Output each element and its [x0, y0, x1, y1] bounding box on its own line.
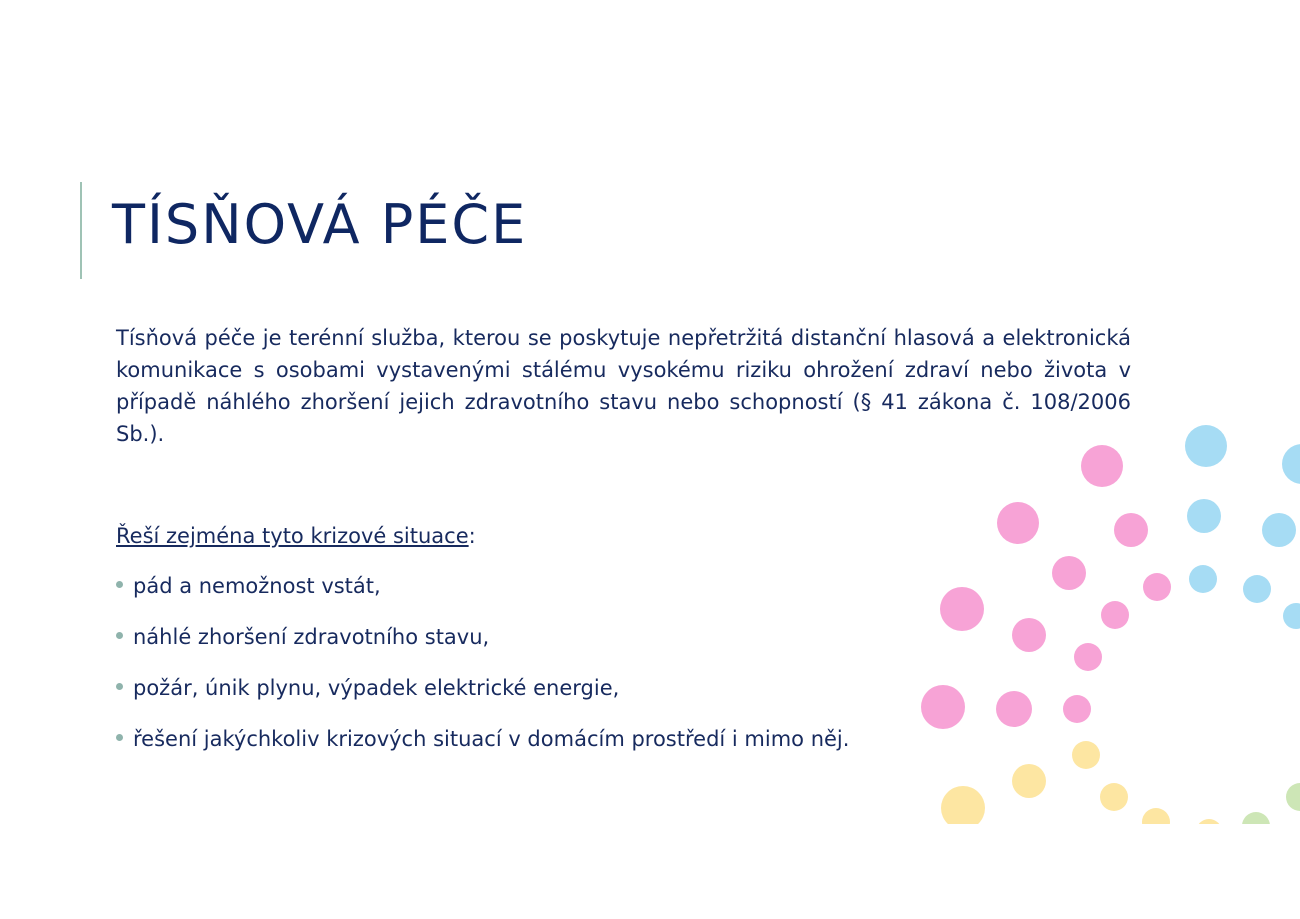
- blue-dot: [1187, 499, 1221, 533]
- pink-dot: [921, 685, 965, 729]
- list-item-text: náhlé zhoršení zdravotního stavu,: [133, 625, 490, 649]
- pink-dot: [1052, 556, 1086, 590]
- list-item: [116, 621, 849, 672]
- list-item-text: pád a nemožnost vstát,: [133, 574, 381, 598]
- pink-dot: [996, 691, 1032, 727]
- green-dot: [1286, 783, 1300, 811]
- list-item: [116, 672, 849, 723]
- bullet-icon: [116, 734, 123, 741]
- blue-dot: [1189, 565, 1217, 593]
- pink-dot: [1114, 513, 1148, 547]
- sub-heading: [116, 520, 476, 552]
- blue-dot: [1243, 575, 1271, 603]
- blue-dot: [1185, 425, 1227, 467]
- list-item: [116, 723, 849, 774]
- pink-dot: [1143, 573, 1171, 601]
- green-dot: [1242, 812, 1270, 840]
- yellow-dot: [1196, 819, 1222, 845]
- yellow-dot: [1072, 741, 1100, 769]
- blue-dot: [1282, 444, 1300, 484]
- blue-dot: [1262, 513, 1296, 547]
- yellow-dot: [941, 786, 985, 830]
- pink-dot: [997, 502, 1039, 544]
- yellow-dot: [1012, 764, 1046, 798]
- pink-dot: [940, 587, 984, 631]
- pink-dot: [1063, 695, 1091, 723]
- bullet-icon: [116, 683, 123, 690]
- situation-list: [116, 570, 849, 774]
- list-item-text: požár, únik plynu, výpadek elektrické energie,: [133, 676, 620, 700]
- blue-dot: [1283, 603, 1300, 629]
- yellow-dot: [1100, 783, 1128, 811]
- yellow-dot: [1142, 808, 1170, 836]
- bullet-icon: [116, 581, 123, 588]
- sub-heading-text: Řeší zejména tyto krizové situace: [116, 524, 469, 548]
- bullet-icon: [116, 632, 123, 639]
- intro-paragraph: Tísňová péče je terénní služba, kterou se poskytuje nepřetržitá distanční hlasová a elektronická komunikace s osobami vystavenými stálému vysokému riziku ohrožení zdraví nebo života v případě náhlého zhoršení jejich zdravotního stavu nebo schopností (§ 41 zákona č. 108/2006 Sb.).: [116, 326, 1131, 446]
- pink-dot: [1074, 643, 1102, 671]
- pink-dot: [1101, 601, 1129, 629]
- pink-dot: [1012, 618, 1046, 652]
- pink-dot: [1081, 445, 1123, 487]
- slide-title: TÍSŇOVÁ PÉČE: [112, 193, 528, 256]
- sub-heading-colon: :: [468, 524, 476, 548]
- title-accent-bar: [80, 182, 82, 279]
- list-item: [116, 570, 849, 621]
- list-item-text: řešení jakýchkoliv krizových situací v domácím prostředí i mimo něj.: [133, 727, 850, 751]
